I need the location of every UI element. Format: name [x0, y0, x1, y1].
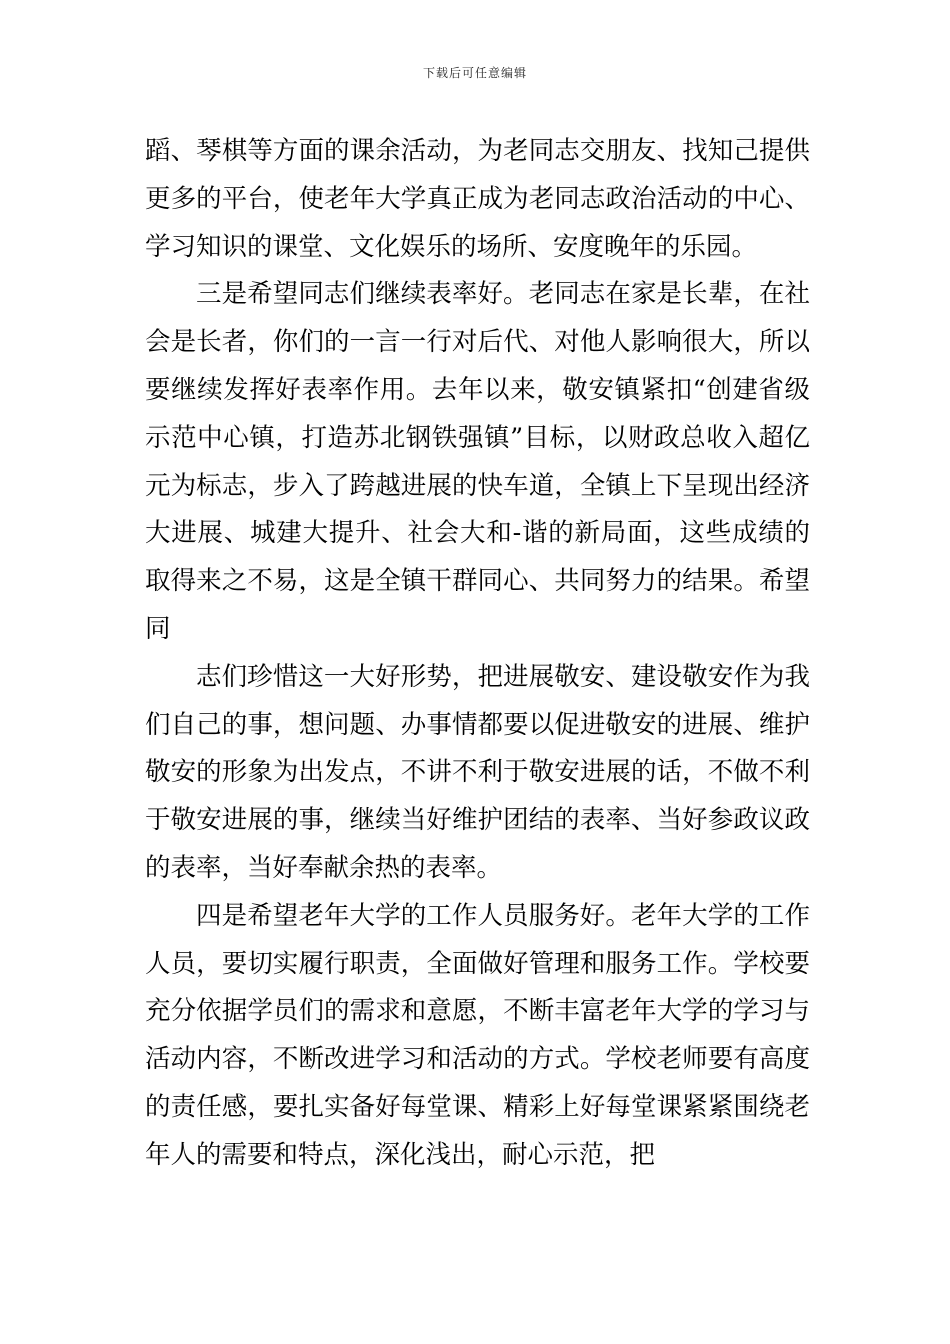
paragraph-2: 三是希望同志们继续表率好。老同志在家是长辈，在社会是长者，你们的一言一行对后代、对他人影响很大，所以要继续发挥好表率作用。去年以来，敬安镇紧扣“创建省级示范中心镇，打造苏北钢铁强镇”目标，以财政总收入超亿元为标志，步入了跨越进展的快车道，全镇上下呈现出经济大进展、城建大提升、社会大和-谐的新局面，这些成绩的取得来之不易，这是全镇干群同心、共同努力的结果。希望同 [145, 279, 810, 644]
paragraph-3: 志们珍惜这一大好形势，把进展敬安、建设敬安作为我们自己的事，想问题、办事情都要以促进敬安的进展、维护敬安的形象为出发点，不讲不利于敬安进展的话，不做不利于敬安进展的事，继续当好维护团结的表率、当好参政议政的表率，当好奉献余热的表率。 [145, 661, 810, 883]
page-header: 下载后可任意编辑 [422, 66, 527, 80]
paragraph-1: 蹈、琴棋等方面的课余活动，为老同志交朋友、找知己提供更多的平台，使老年大学真正成为老同志政治活动的中心、学习知识的课堂、文化娱乐的场所、安度晚年的乐园。 [145, 136, 810, 262]
document-body [145, 128, 810, 1180]
paragraph-4: 四是希望老年大学的工作人员服务好。老年大学的工作人员，要切实履行职责，全面做好管理和服务工作。学校要充分依据学员们的需求和意愿，不断丰富老年大学的学习与活动内容，不断改进学习和活动的方式。学校老师要有高度的责任感，要扎实备好每堂课、精彩上好每堂课紧紧围绕老年人的需要和特点，深化浅出，耐心示范，把 [145, 900, 810, 1170]
